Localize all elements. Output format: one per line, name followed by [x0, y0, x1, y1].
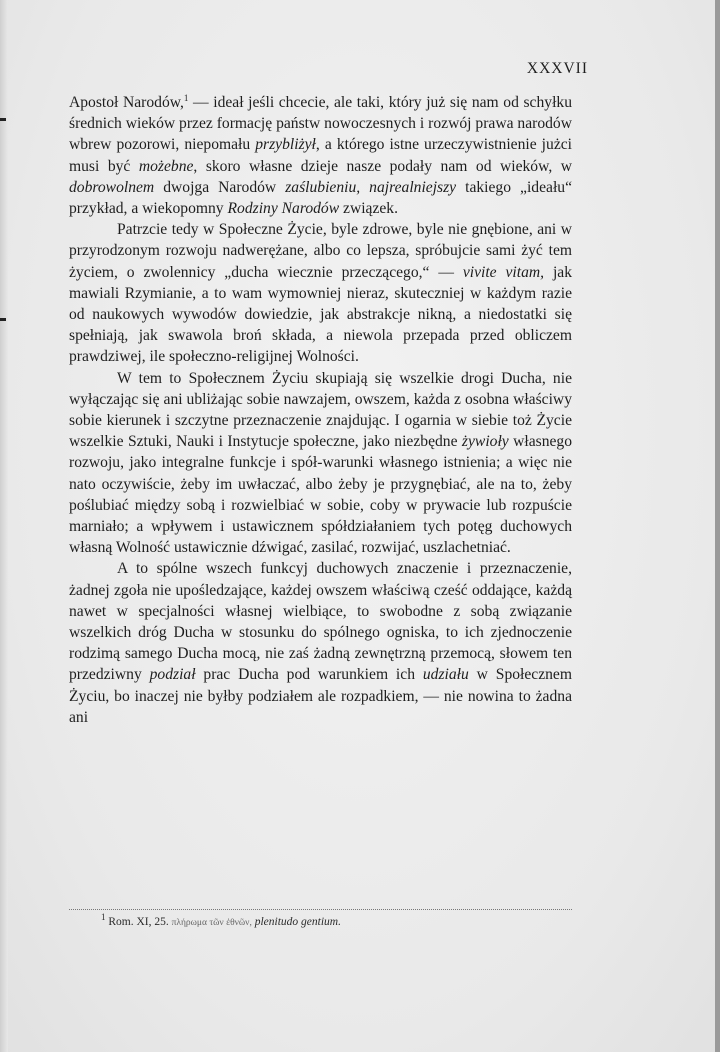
text-run: jak mawiali Rzymianie, a to wam wymowniej nieraz, skuteczniej w każdym razie od naukowych wywodów dowiedzie, jak abstrakcje nikną, a niedostatki się spełniają, jak swawola broń składa, a niewola przepada przed obliczem prawdziwej, ile społeczno-religijnej Wolności.	[69, 263, 572, 366]
italic-text: zaślubieniu, najrealniejszy	[285, 178, 457, 196]
italic-text: udziału	[422, 666, 469, 684]
italic-text: możebne	[138, 157, 194, 175]
text-run: takiego „ideału“ przykład, a wiekopomny	[69, 178, 572, 218]
footnote-latin: plenitudo gentium.	[254, 916, 341, 928]
text-run: , skoro własne dzieje nasze podały nam od wieków, w	[193, 157, 572, 175]
text-run: A to spólne wszech funkcyj duchowych znaczenie i przeznaczenie, żadnej zgoła nie upośledzające, każdej owszem właściwą cześć oddające, każdą nawet w specjalności własnej wielbiące, to swobodne z sobą związanie wszelkich dróg Ducha w stosunku do spólnego ogniska, to ich zjednoczenie rodzimą samego Ducha mocą, nie zaś żadną zewnętrzną przemocą, słowem ten przedziwny	[69, 560, 572, 684]
text-run: , a którego istne urzeczywistnienie jużci musi być	[69, 136, 572, 175]
footnote-ref-marker: 1	[183, 92, 189, 103]
paragraph-p3	[69, 368, 572, 559]
body-text	[69, 92, 572, 728]
text-run: związek.	[339, 200, 398, 218]
italic-text: vivite vitam,	[462, 263, 545, 281]
italic-text: Rodziny Narodów	[227, 200, 340, 218]
italic-text: przybliżył	[255, 136, 316, 154]
page-number: XXXVII	[526, 60, 588, 77]
footnote-marker: 1	[101, 912, 106, 923]
italic-text: żywioły	[461, 433, 509, 451]
paragraph-p1	[69, 92, 572, 219]
page-gutter	[0, 0, 8, 1052]
footnote-greek: πλήρωμα τῶν ἐθνῶν,	[171, 918, 252, 928]
italic-text: dobrowolnem	[69, 178, 155, 196]
binding-mark	[0, 318, 6, 321]
paragraph-p2	[69, 219, 572, 367]
text-run: — ideał jeśli chcecie, ale taki, który już się nam od schyłku średnich wieków przez formację państw nowoczesnych i rozwój prawa narodów wbrew pozorowi, niepomału	[69, 94, 572, 154]
paragraph-p4	[69, 558, 572, 728]
footnote	[69, 914, 572, 931]
text-run: dwojga Narodów	[154, 178, 286, 196]
footnote-reference: Rom. XI, 25.	[108, 916, 169, 928]
text-run: W tem to Społecznem Życiu skupiają się wszelkie drogi Ducha, nie wyłączając się ani ubliżając sobie nawzajem, owszem, każda z osobna właściwy sobie kierunek i szczytne przeznaczenie znajdując. I ogarnia w siebie toż Życie wszelkie Sztuki, Nauki i Instytucje społeczne, jako niezbędne	[69, 369, 572, 451]
scan-edge	[715, 0, 720, 1052]
footnote-rule	[69, 909, 572, 910]
text-run: Apostoł Narodów,	[69, 94, 184, 111]
text-run: w Społecznem Życiu, bo inaczej nie byłby podziałem ale rozpadkiem, — nie nowina to żadna ani	[69, 666, 572, 726]
text-run: prac Ducha pod warunkiem ich	[195, 666, 423, 684]
italic-text: podział	[149, 666, 196, 684]
text-run: Patrzcie tedy w Społeczne Życie, byle zdrowe, byle nie gnębione, ani w przyrodzonym rozwoju nadwerężane, albo co lepsza, spróbujcie sami żyć tem życiem, o zwolennicy „ducha wiecznie przeczącego,“ —	[69, 221, 572, 281]
binding-mark	[0, 118, 6, 121]
text-run: własnego rozwoju, jako integralne funkcje i spół-warunki własnego istnienia; a więc nie nato oczywiście, żeby im uwłaczać, albo żeby je przygnębiać, ale na to, żeby poślubiać między sobą i rozwielbiać w sobie, coby w prywacie lub rozpuście marniało; a wpływem i ustawicznem spółdziałaniem tych potęg duchowych własną Wolność ustawicznie dźwigać, zasilać, rozwijać, uszlachetniać.	[69, 433, 573, 557]
